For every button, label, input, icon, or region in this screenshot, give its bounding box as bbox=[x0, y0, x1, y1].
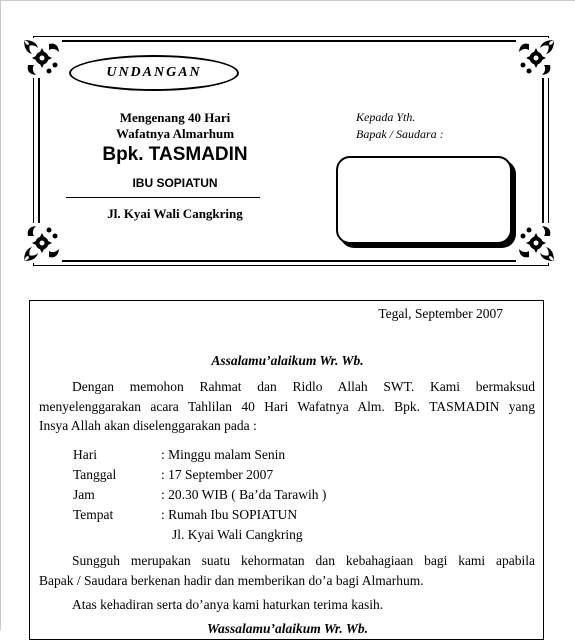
intro-line: Insya Allah akan diselenggarakan pada : bbox=[39, 418, 257, 433]
corner-ornament-bottom-right bbox=[516, 223, 556, 263]
detail-value: : Minggu malam Senin bbox=[161, 447, 286, 462]
honor-line: Sungguh merupakan suatu kehormatan dan kebahagiaan bagi kami apabila bbox=[72, 553, 535, 568]
recipient-line-2: Bapak / Saudara : bbox=[356, 127, 444, 141]
title-oval bbox=[69, 55, 239, 91]
detail-label: Tanggal bbox=[73, 467, 117, 482]
invitation-letter bbox=[29, 300, 544, 640]
memorial-line-2: Wafatnya Almarhum bbox=[115, 126, 235, 141]
deceased-name: Bpk. TASMADIN bbox=[102, 144, 248, 165]
detail-label: Jam bbox=[73, 487, 95, 502]
intro-paragraph bbox=[39, 377, 535, 436]
opening-salutation: Assalamu’alaikum Wr. Wb. bbox=[211, 353, 364, 368]
detail-label: Hari bbox=[73, 447, 97, 462]
detail-value: : 20.30 WIB ( Ba’da Tarawih ) bbox=[161, 487, 327, 502]
memorial-line-1: Mengenang 40 Hari bbox=[119, 110, 231, 125]
cover-divider bbox=[66, 197, 260, 198]
detail-value: Jl. Kyai Wali Cangkring bbox=[172, 527, 303, 542]
corner-ornament-top-left bbox=[22, 38, 62, 78]
detail-value: : Rumah Ibu SOPIATUN bbox=[161, 507, 298, 522]
recipient-line-1: Kepada Yth. bbox=[356, 110, 416, 124]
detail-label: Tempat bbox=[73, 507, 114, 522]
honor-line: Bapak / Saudara berkenan hadir dan memberikan do’a bagi Almarhum. bbox=[39, 572, 424, 588]
cover-address: Jl. Kyai Wali Cangkring bbox=[107, 206, 243, 221]
corner-ornament-top-right bbox=[516, 38, 556, 78]
intro-line: menyelenggarakan acara Tahlilan 40 Hari Wafatnya Alm. Bpk. TASMADIN yang bbox=[39, 398, 535, 414]
intro-line: Dengan memohon Rahmat dan Ridlo Allah SWT. Kami bermaksud bbox=[72, 379, 535, 394]
envelope-cover bbox=[0, 0, 575, 275]
detail-value: : 17 September 2007 bbox=[161, 467, 274, 482]
invitation-title: UNDANGAN bbox=[106, 65, 202, 80]
corner-ornament-bottom-left bbox=[22, 223, 62, 263]
honor-paragraph bbox=[39, 551, 535, 590]
thanks-line: Atas kehadiran serta do’anya kami haturkan terima kasih. bbox=[72, 597, 384, 612]
thanks-paragraph bbox=[39, 595, 535, 615]
host-name: IBU SOPIATUN bbox=[132, 176, 218, 190]
closing-salutation: Wassalamu’alaikum Wr. Wb. bbox=[206, 621, 369, 636]
letter-date: Tegal, September 2007 bbox=[378, 306, 503, 321]
recipient-address-box bbox=[336, 156, 512, 244]
